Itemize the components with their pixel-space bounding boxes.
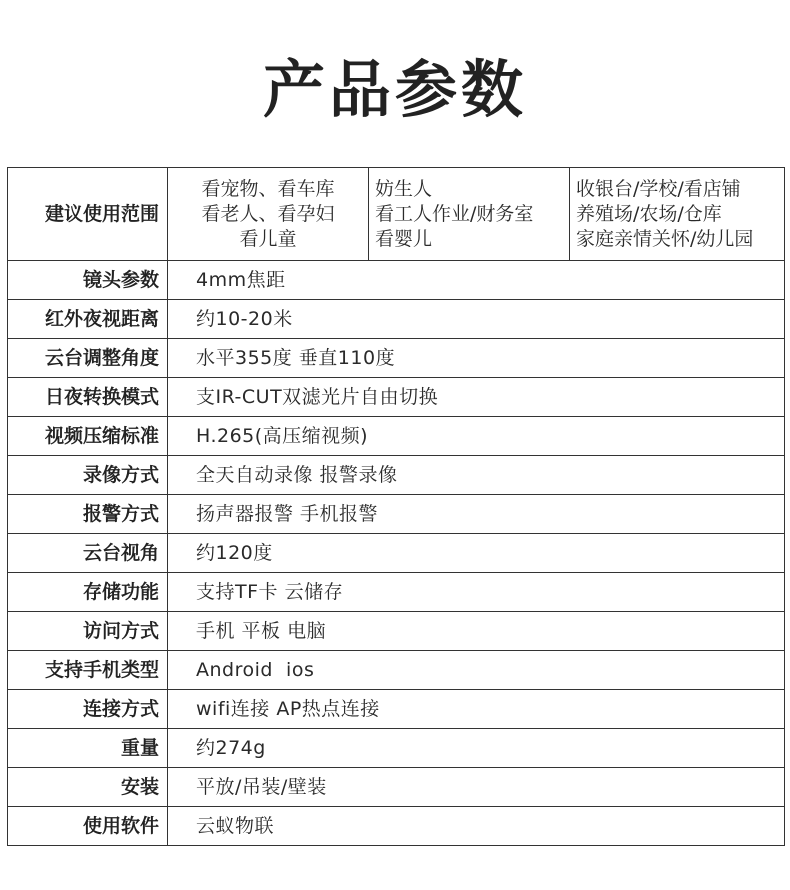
usage-scope-item: 妨生人 (375, 177, 433, 200)
table-row (8, 534, 785, 573)
row-label: 存储功能 (8, 573, 168, 612)
row-value: 支持TF卡 云储存 (168, 573, 785, 612)
table-row (8, 378, 785, 417)
table-row (8, 495, 785, 534)
row-label: 安装 (8, 768, 168, 807)
table-row (8, 612, 785, 651)
usage-scope-item: 看宠物、看车库 (201, 177, 335, 200)
usage-scope-item: 家庭亲情关怀/幼儿园 (576, 227, 754, 250)
row-label: 建议使用范围 (8, 168, 168, 261)
row-value: 4mm焦距 (168, 261, 785, 300)
row-value: 水平355度 垂直110度 (168, 339, 785, 378)
usage-scope-column-2 (369, 168, 570, 261)
usage-scope-item: 看老人、看孕妇 (201, 202, 335, 225)
usage-scope-item: 看婴儿 (375, 227, 433, 250)
usage-scope-item: 看工人作业/财务室 (375, 202, 534, 225)
row-value: 平放/吊装/壁装 (168, 768, 785, 807)
row-label: 访问方式 (8, 612, 168, 651)
row-value: Android ios (168, 651, 785, 690)
table-row-usage-scope (8, 168, 785, 261)
row-value: 约274g (168, 729, 785, 768)
row-value: 手机 平板 电脑 (168, 612, 785, 651)
table-row (8, 573, 785, 612)
row-value: 云蚁物联 (168, 807, 785, 846)
page-title: 产品参数 (262, 53, 527, 126)
usage-scope-item: 养殖场/农场/仓库 (576, 202, 722, 225)
table-row (8, 300, 785, 339)
row-label: 镜头参数 (8, 261, 168, 300)
row-value: 扬声器报警 手机报警 (168, 495, 785, 534)
table-row (8, 807, 785, 846)
row-label: 日夜转换模式 (8, 378, 168, 417)
table-row (8, 690, 785, 729)
usage-scope-column-3 (570, 168, 785, 261)
row-label: 云台视角 (8, 534, 168, 573)
table-row (8, 339, 785, 378)
table-row (8, 651, 785, 690)
row-value: H.265(高压缩视频) (168, 417, 785, 456)
table-row (8, 417, 785, 456)
row-label: 使用软件 (8, 807, 168, 846)
row-label: 连接方式 (8, 690, 168, 729)
usage-scope-item: 看儿童 (239, 227, 297, 250)
table-row (8, 729, 785, 768)
row-value: 约10-20米 (168, 300, 785, 339)
row-label: 视频压缩标准 (8, 417, 168, 456)
row-value: wifi连接 AP热点连接 (168, 690, 785, 729)
row-value: 支IR-CUT双滤光片自由切换 (168, 378, 785, 417)
row-value: 全天自动录像 报警录像 (168, 456, 785, 495)
row-label: 红外夜视距离 (8, 300, 168, 339)
table-row (8, 456, 785, 495)
row-label: 重量 (8, 729, 168, 768)
spec-table (7, 167, 785, 846)
row-value: 约120度 (168, 534, 785, 573)
table-row (8, 768, 785, 807)
table-row (8, 261, 785, 300)
row-label: 录像方式 (8, 456, 168, 495)
usage-scope-item: 收银台/学校/看店铺 (576, 177, 741, 200)
row-label: 支持手机类型 (8, 651, 168, 690)
row-label: 报警方式 (8, 495, 168, 534)
usage-scope-column-1 (168, 168, 369, 261)
row-label: 云台调整角度 (8, 339, 168, 378)
